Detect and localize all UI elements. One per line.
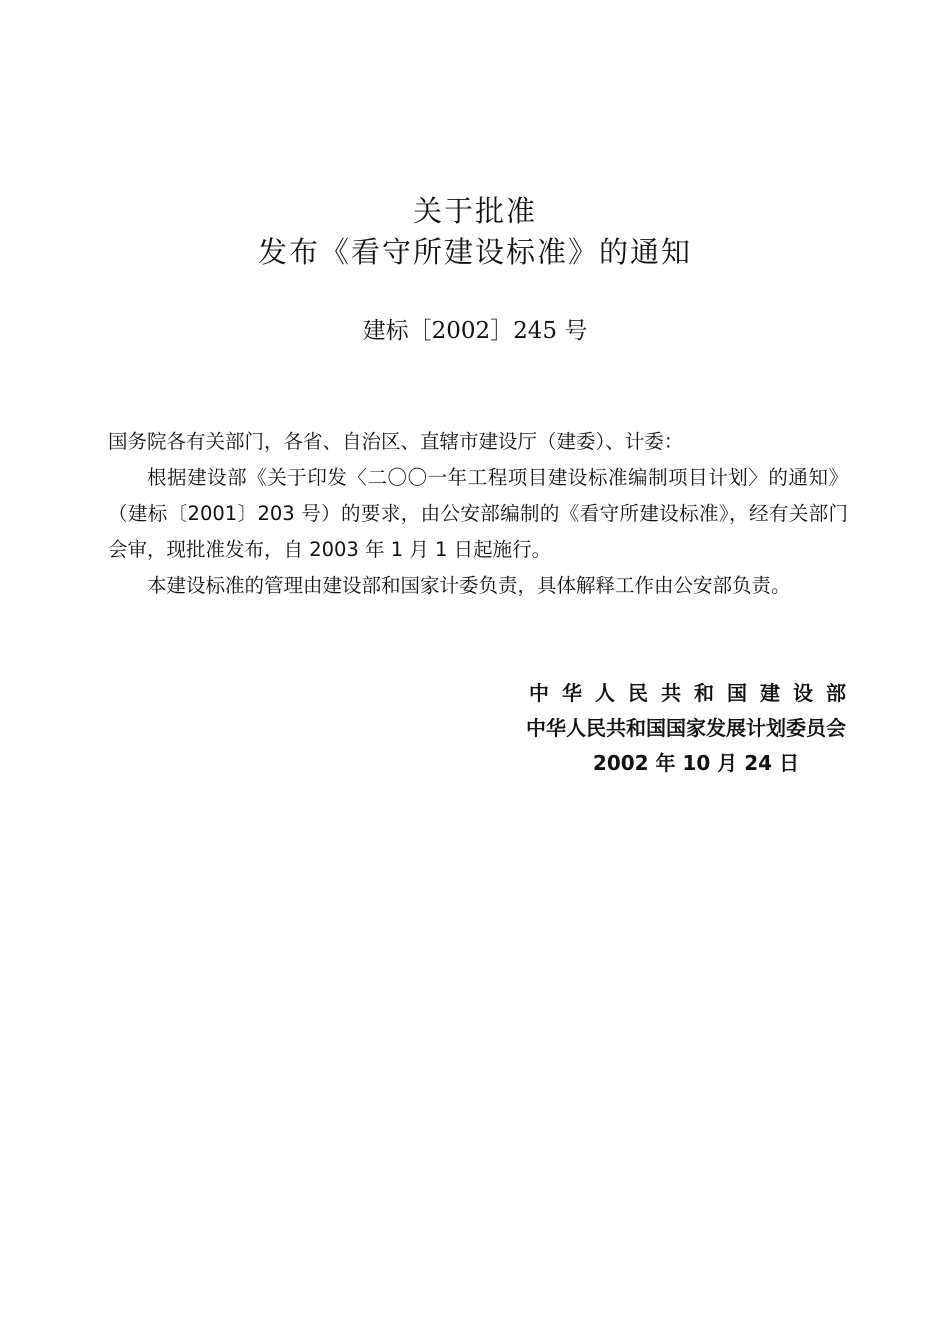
signature-block xyxy=(486,676,859,781)
paragraph-2: 本建设标准的管理由建设部和国家计委负责，具体解释工作由公安部负责。 xyxy=(147,574,791,597)
notice-body xyxy=(108,424,848,604)
signature-date: 2002 年 10 月 24 日 xyxy=(592,751,800,775)
signatory-ministry-construction: 中华人民共和国建设部 xyxy=(529,681,859,705)
document-number: 建标［2002］245 号 xyxy=(362,318,588,344)
title-line-1: 关于批准 xyxy=(412,194,537,228)
title-line-2: 发布《看守所建设标准》的通知 xyxy=(257,235,692,269)
signatory-planning-commission: 中华人民共和国国家发展计划委员会 xyxy=(526,716,846,740)
salutation: 国务院各有关部门，各省、自治区、直辖市建设厅（建委）、计委： xyxy=(108,430,684,453)
paragraph-1: 根据建设部《关于印发〈二〇〇一年工程项目建设标准编制项目计划〉的通知》（建标〔2001〕203 号）的要求，由公安部编制的《看守所建设标准》，经有关部门会审，现批准发布，自 2003 年 1 月 1 日起施行。 xyxy=(108,466,848,561)
